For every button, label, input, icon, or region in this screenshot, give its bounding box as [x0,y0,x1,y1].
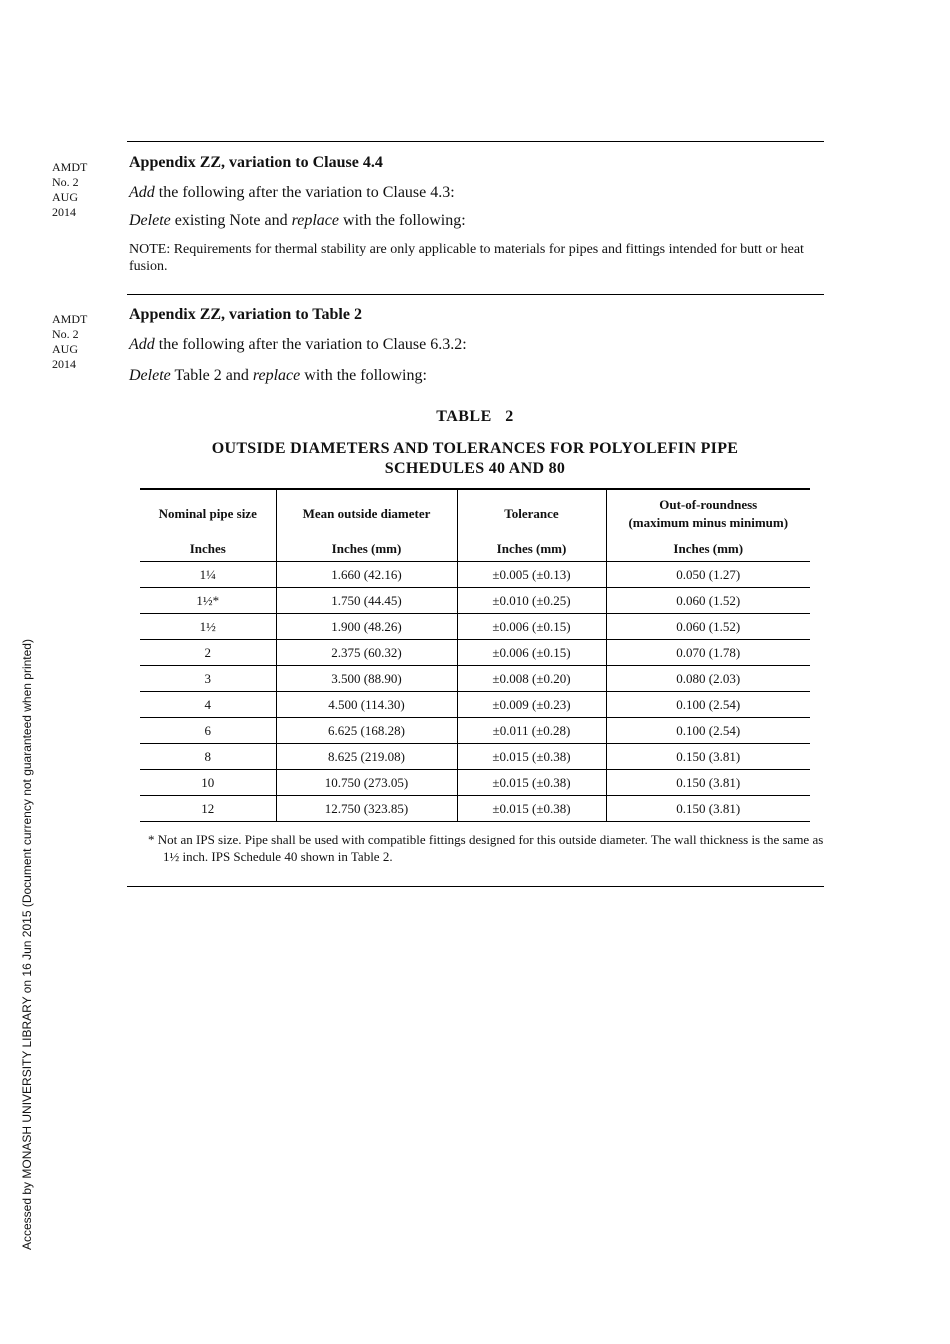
unit-header: Inches (mm) [606,537,810,562]
table-label: TABLE 2 [436,408,514,425]
table-row: 1¼ 1.660 (42.16) ±0.005 (±0.13) 0.050 (1.27) [140,562,810,588]
unit-header: Inches (mm) [457,537,606,562]
section-divider-bottom [127,886,824,887]
pipe-dimensions-table [140,488,810,822]
table-row: 4 4.500 (114.30) ±0.009 (±0.23) 0.100 (2.54) [140,692,810,718]
table-row: 1½ 1.900 (48.26) ±0.006 (±0.15) 0.060 (1.52) [140,614,810,640]
instruction-line: Add the following after the variation to Clause 6.3.2: [129,336,467,353]
table-row: 3 3.500 (88.90) ±0.008 (±0.20) 0.080 (2.03) [140,666,810,692]
table-title: OUTSIDE DIAMETERS AND TOLERANCES FOR POLYOLEFIN PIPE SCHEDULES 40 AND 80 [211,440,739,477]
table-row: 10 10.750 (273.05) ±0.015 (±0.38) 0.150 (3.81) [140,770,810,796]
amendment-marker: AMDT No. 2 AUG 2014 [52,312,88,371]
table-footnote: * Not an IPS size. Pipe shall be used with compatible fittings designed for this outside diameter. The wall thickness is the same as 1½ inch. IPS Schedule 40 shown in Table 2. [148,832,824,864]
amendment-marker: AMDT No. 2 AUG 2014 [52,160,88,219]
column-header: Mean outside diameter [276,489,457,537]
unit-header: Inches [140,537,276,562]
instruction-line: Add the following after the variation to Clause 4.3: [129,184,455,201]
section-divider-top [127,141,824,142]
section-title: Appendix ZZ, variation to Table 2 [129,306,362,323]
section-title: Appendix ZZ, variation to Clause 4.4 [129,154,383,171]
section-divider-middle [127,294,824,295]
table-row: 6 6.625 (168.28) ±0.011 (±0.28) 0.100 (2.54) [140,718,810,744]
table-row: 1½* 1.750 (44.45) ±0.010 (±0.25) 0.060 (1.52) [140,588,810,614]
table-row: 2 2.375 (60.32) ±0.006 (±0.15) 0.070 (1.78) [140,640,810,666]
access-watermark: Accessed by MONASH UNIVERSITY LIBRARY on 16 Jun 2015 (Document currency not guaranteed when printed) [20,639,34,1250]
note-text: NOTE: Requirements for thermal stability are only applicable to materials for pipes and fittings intended for butt or heat fusion. [129,242,804,274]
column-header: Nominal pipe size [140,489,276,537]
column-header: Tolerance [457,489,606,537]
column-header: Out-of-roundness (maximum minus minimum) [606,489,810,537]
table-row: 8 8.625 (219.08) ±0.015 (±0.38) 0.150 (3.81) [140,744,810,770]
table-row: 12 12.750 (323.85) ±0.015 (±0.38) 0.150 (3.81) [140,796,810,822]
instruction-line: Delete existing Note and replace with the following: [129,212,466,229]
instruction-line: Delete Table 2 and replace with the following: [129,367,427,384]
unit-header: Inches (mm) [276,537,457,562]
